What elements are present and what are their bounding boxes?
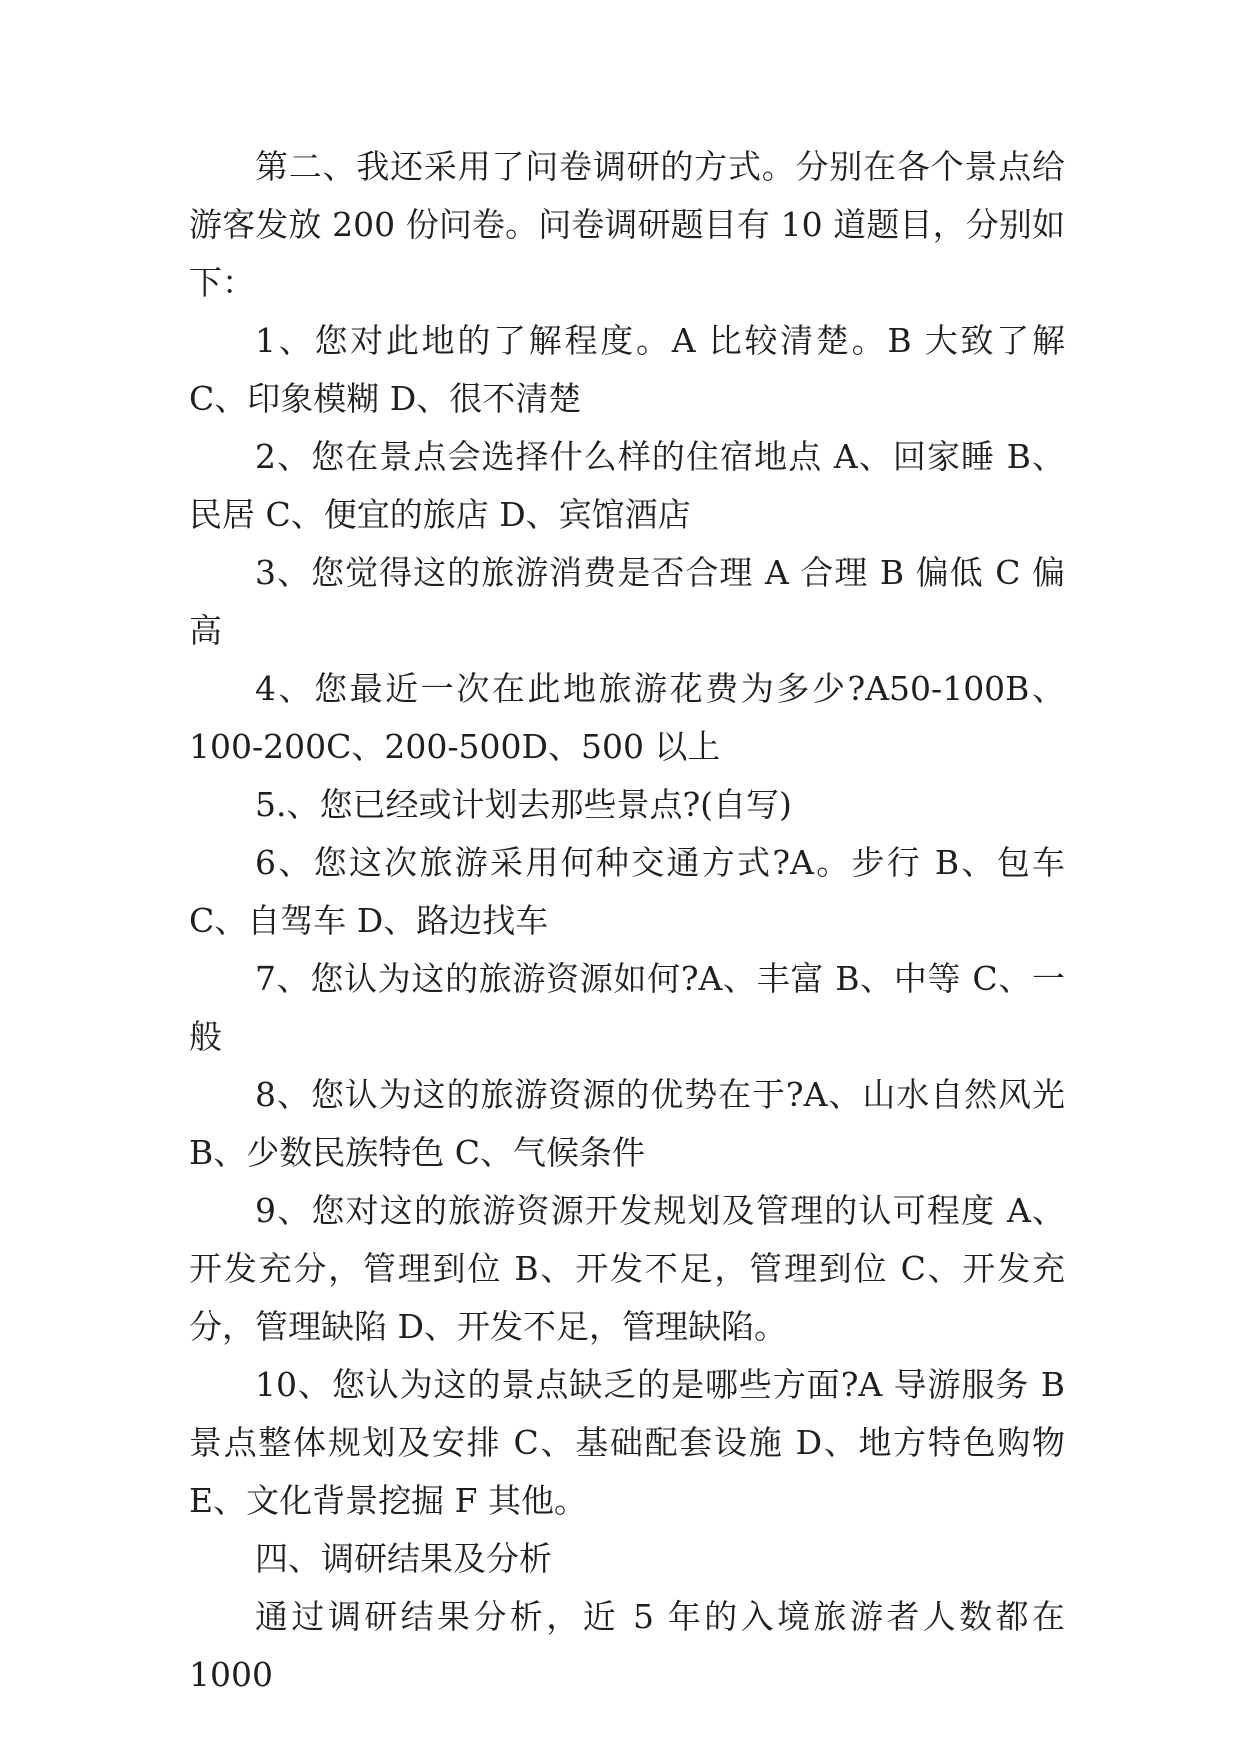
- paragraph-question-9: 9、您对这的旅游资源开发规划及管理的认可程度 A、开发充分，管理到位 B、开发不足，管理到位 C、开发充分，管理缺陷 D、开发不足，管理缺陷。: [189, 1191, 1065, 1346]
- paragraph-results-analysis: 通过调研结果分析，近 5 年的入境旅游者人数都在 1000: [189, 1597, 1065, 1694]
- paragraph-question-1: 1、您对此地的了解程度。A 比较清楚。B 大致了解 C、印象模糊 D、很不清楚: [189, 321, 1065, 418]
- paragraph-question-5: 5.、您已经或计划去那些景点?(自写): [255, 785, 792, 824]
- paragraph-question-7: 7、您认为这的旅游资源如何?A、丰富 B、中等 C、一般: [189, 959, 1065, 1056]
- paragraph-question-4: 4、您最近一次在此地旅游花费为多少?A50-100B、100-200C、200-500D、500 以上: [189, 669, 1065, 766]
- paragraph-survey-intro: 第二、我还采用了问卷调研的方式。分别在各个景点给游客发放 200 份问卷。问卷调研题目有 10 道题目，分别如下：: [189, 147, 1065, 302]
- section-heading-results: 四、调研结果及分析: [255, 1539, 552, 1578]
- paragraph-question-10: 10、您认为这的景点缺乏的是哪些方面?A 导游服务 B 景点整体规划及安排 C、基础配套设施 D、地方特色购物 E、文化背景挖掘 F 其他。: [189, 1365, 1065, 1520]
- paragraph-question-2: 2、您在景点会选择什么样的住宿地点 A、回家睡 B、民居 C、便宜的旅店 D、宾馆酒店: [189, 437, 1065, 534]
- paragraph-question-6: 6、您这次旅游采用何种交通方式?A。步行 B、包车 C、自驾车 D、路边找车: [189, 843, 1065, 940]
- paragraph-question-8: 8、您认为这的旅游资源的优势在于?A、山水自然风光 B、少数民族特色 C、气候条件: [189, 1075, 1065, 1172]
- document-page: [189, 138, 1065, 1704]
- paragraph-question-3: 3、您觉得这的旅游消费是否合理 A 合理 B 偏低 C 偏高: [189, 553, 1065, 650]
